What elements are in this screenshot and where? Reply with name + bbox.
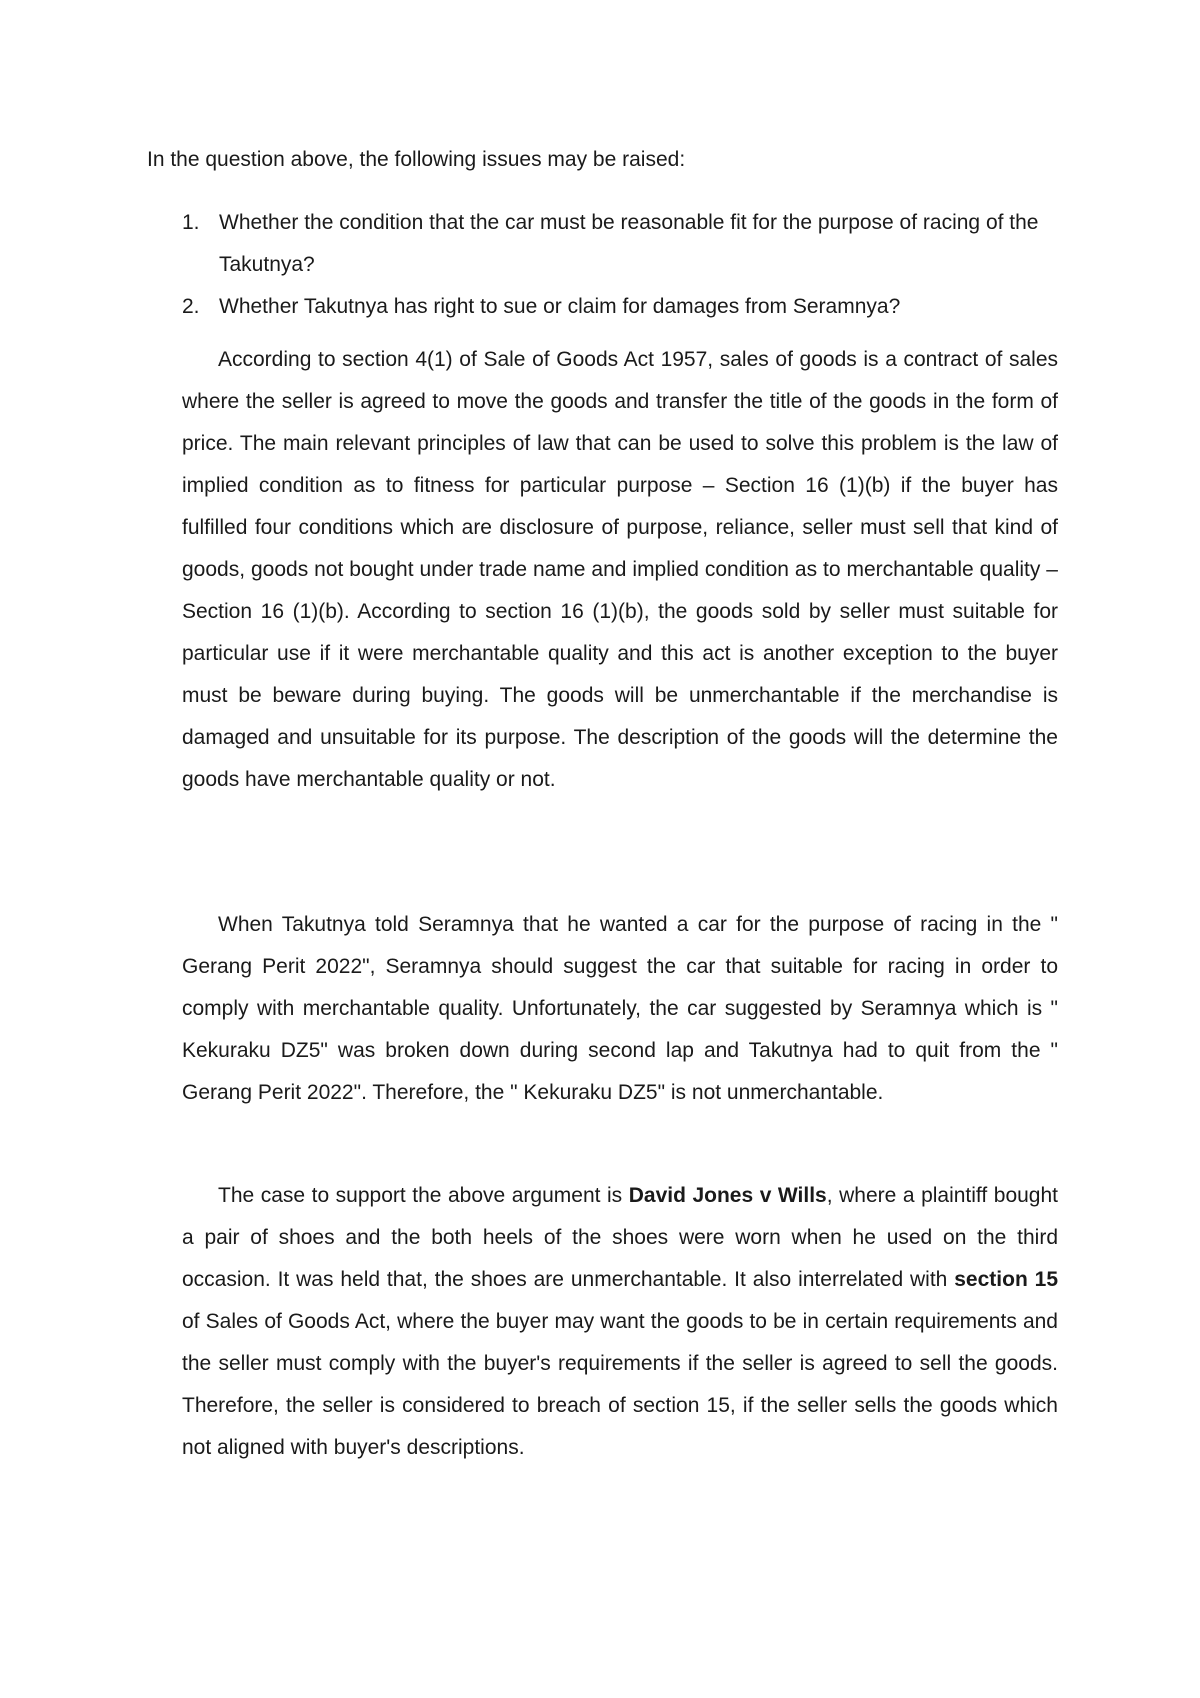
paragraph-text: , where a plaintiff bought a pair of shoes and the both heels of the shoes were worn when he used on the third occasion. It was held that, the shoes are unmerchantable. It also interrelated with (182, 1184, 1058, 1291)
issues-list (147, 202, 1057, 328)
section-reference: section 15 (954, 1268, 1059, 1291)
list-item-text: Whether Takutnya has right to sue or claim for damages from Seramnya? (219, 295, 901, 318)
paragraph-text: The case to support the above argument is (218, 1184, 629, 1207)
case-name: David Jones v Wills (628, 1184, 827, 1207)
paragraph-text: of Sales of Goods Act, where the buyer may want the goods to be in certain requirements and the seller must comply with the buyer's requirements if the seller is agreed to sell the goods. Therefore, the seller is considered to breach of section 15, if the seller sells the goods which not aligned with buyer's descriptions. (182, 1310, 1058, 1459)
list-item-text: Whether the condition that the car must be reasonable fit for the purpose of racing of the Takutnya? (219, 211, 1039, 276)
intro-text: In the question above, the following issues may be raised: (147, 148, 686, 171)
list-item-number: 1. (182, 211, 200, 234)
paragraph-section-4: According to section 4(1) of Sale of Goods Act 1957, sales of goods is a contract of sales where the seller is agreed to move the goods and transfer the title of the goods in the form of price. The main relevant principles of law that can be used to solve this problem is the law of implied condition as to fitness for particular purpose – Section 16 (1)(b) if the buyer has fulfilled four conditions which are disclosure of purpose, reliance, seller must sell that kind of goods, goods not bought under trade name and implied condition as to merchantable quality – Section 16 (1)(b). According to section 16 (1)(b), the goods sold by seller must suitable for particular use if it were merchantable quality and this act is another exception to the buyer must be beware during buying. The goods will be unmerchantable if the merchandise is damaged and unsuitable for its purpose. The description of the goods will the determine the goods have merchantable quality or not. (182, 348, 1058, 791)
paragraph-takutnya-seramnya: When Takutnya told Seramnya that he wanted a car for the purpose of racing in the " Gerang Perit 2022", Seramnya should suggest the car that suitable for racing in order to comply with merchantable quality. Unfortunately, the car suggested by Seramnya which is " Kekuraku DZ5" was broken down during second lap and Takutnya had to quit from the " Gerang Perit 2022". Therefore, the " Kekuraku DZ5" is not unmerchantable. (182, 913, 1058, 1104)
list-item-number: 2. (182, 295, 200, 318)
paragraph-case-support (182, 1175, 1058, 1469)
list-item (147, 286, 1057, 328)
list-item (147, 202, 1057, 286)
